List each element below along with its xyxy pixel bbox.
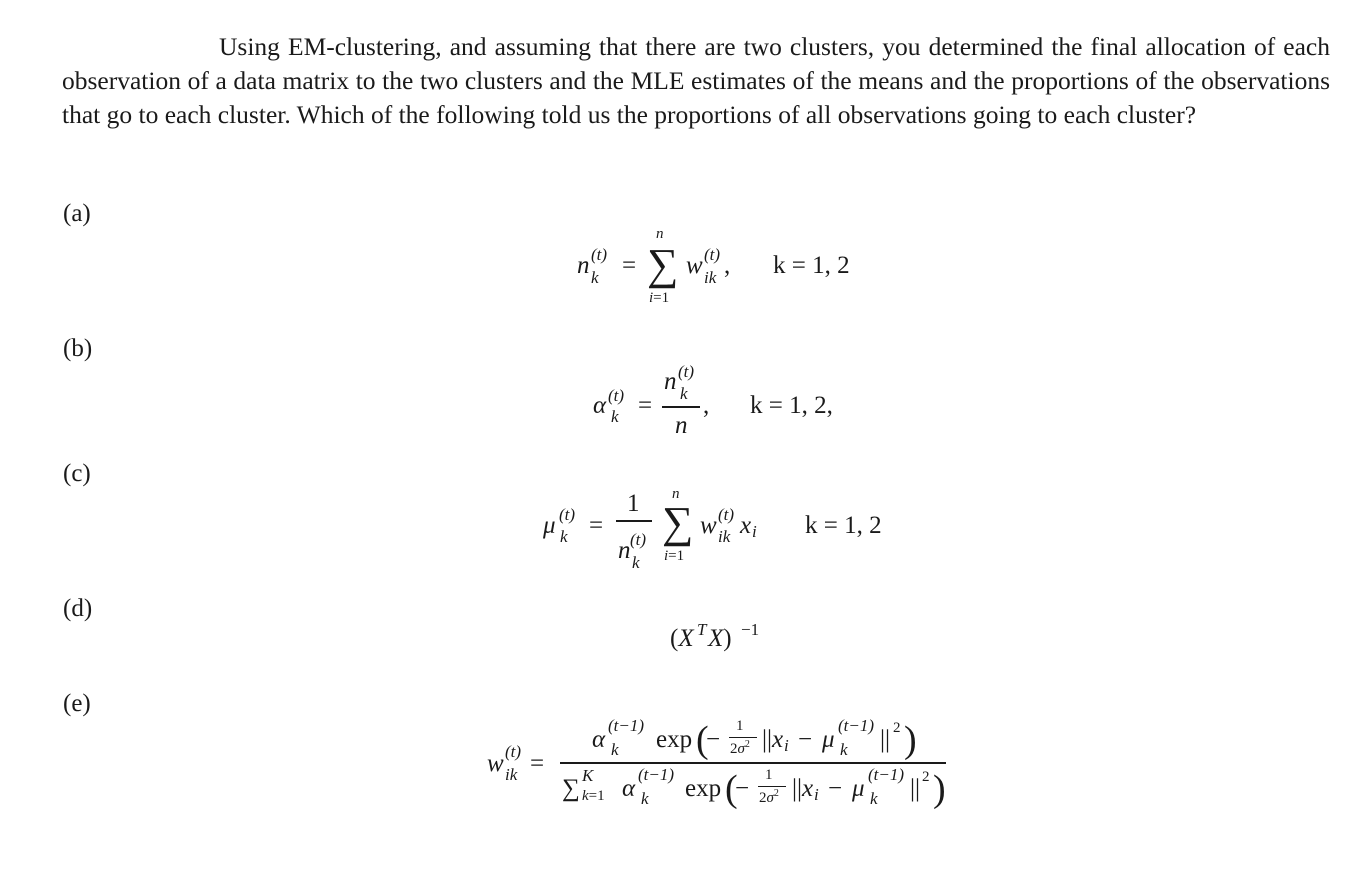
option-c-label: (c) xyxy=(63,460,91,487)
option-a-label: (a) xyxy=(63,200,91,227)
option-b-condition: k = 1, 2, xyxy=(750,392,833,419)
option-d-label: (d) xyxy=(63,595,93,622)
option-a-condition: k = 1, 2 xyxy=(773,252,850,279)
question-text: Using EM-clustering, and assuming that there are two clusters, you determined the final allocation of each observation of a data matrix to the two clusters and the MLE estimates of the means and the proportions of the observations that go to each cluster. Which of the following told us the proportions of all observations going to each cluster? xyxy=(62,32,1330,130)
option-c-condition: k = 1, 2 xyxy=(805,512,882,539)
option-b-label: (b) xyxy=(63,335,93,362)
option-e-label: (e) xyxy=(63,690,91,717)
